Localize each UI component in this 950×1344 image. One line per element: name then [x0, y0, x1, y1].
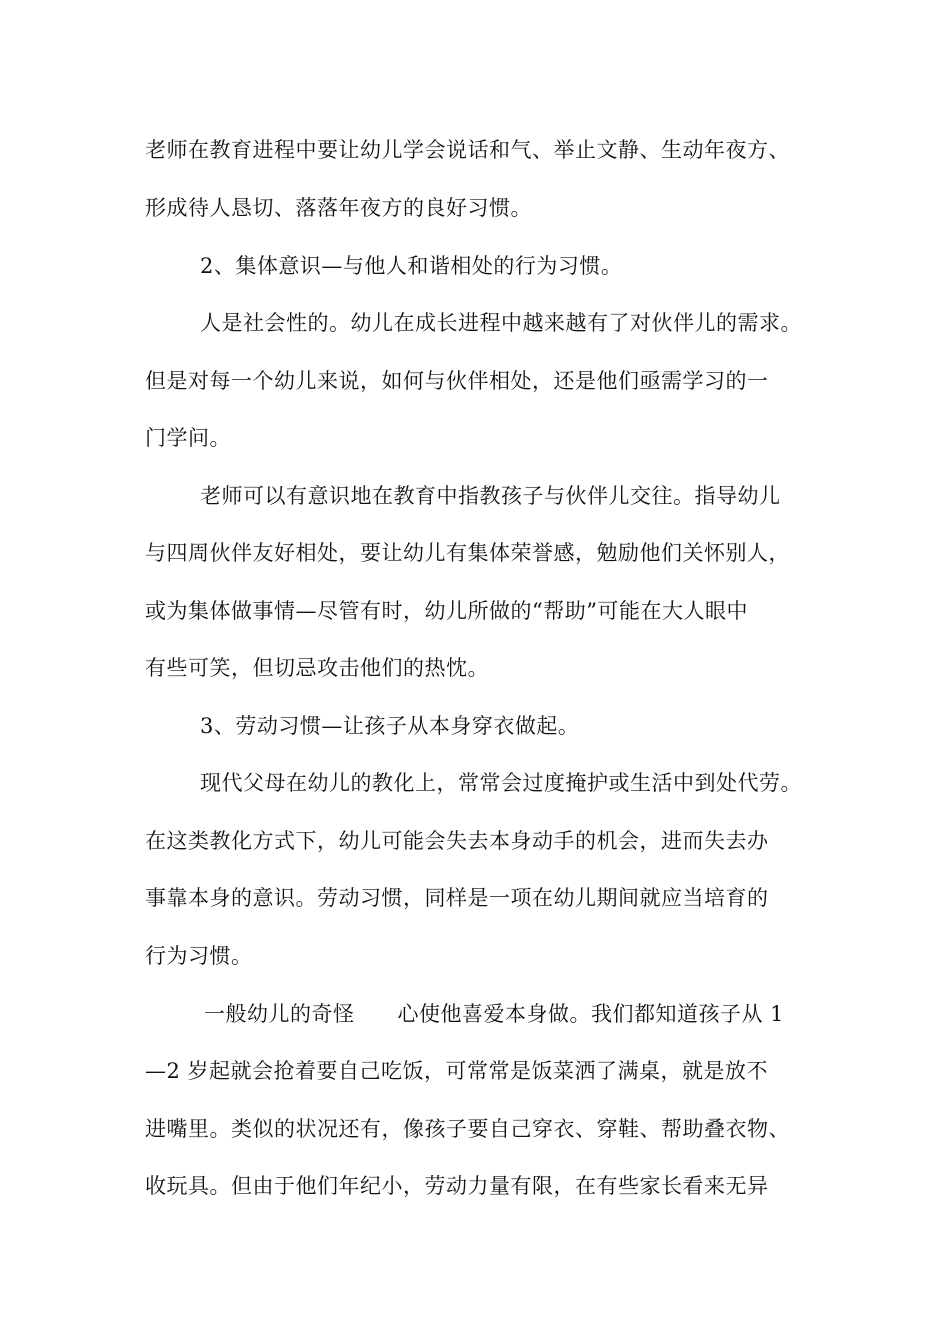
text-line-4: 人是社会性的。幼儿在成长进程中越来越有了对伙伴儿的需求。 [200, 311, 802, 335]
text-line-14: 事靠本身的意识。劳动习惯，同样是一项在幼儿期间就应当培育的 [145, 886, 769, 910]
text-line-5: 但是对每一个幼儿来说，如何与伙伴相处，还是他们亟需学习的一 [145, 369, 769, 393]
text-line-17: —2 岁起就会抢着要自己吃饭，可常常是饭菜洒了满桌，就是放不 [145, 1059, 769, 1083]
text-line-19: 收玩具。但由于他们年纪小，劳动力量有限，在有些家长看来无异 [145, 1174, 769, 1198]
text-line-16: 一般幼儿的奇怪 心使他喜爱本身做。我们都知道孩子从 1 [204, 1002, 785, 1026]
text-line-7: 老师可以有意识地在教育中指教孩子与伙伴儿交往。指导幼儿 [200, 484, 781, 508]
section-heading-3: 3、劳动习惯—让孩子从本身穿衣做起。 [200, 714, 580, 738]
text-line-15: 行为习惯。 [145, 944, 253, 968]
text-line-8: 与四周伙伴友好相处，要让幼儿有集体荣誉感，勉励他们关怀别人， [145, 541, 790, 565]
text-line-1: 老师在教育进程中要让幼儿学会说话和气、举止文静、生动年夜方、 [145, 138, 790, 162]
section-heading-2: 2、集体意识—与他人和谐相处的行为习惯。 [200, 254, 623, 278]
text-line-13: 在这类教化方式下，幼儿可能会失去本身动手的机会，进而失去办 [145, 829, 769, 853]
text-line-9: 或为集体做事情—尽管有时，幼儿所做的“帮助”可能在大人眼中 [145, 599, 748, 623]
text-line-6: 门学问。 [145, 426, 231, 450]
text-line-10: 有些可笑，但切忌攻击他们的热忱。 [145, 656, 489, 680]
text-line-18: 进嘴里。类似的状况还有，像孩子要自己穿衣、穿鞋、帮助叠衣物、 [145, 1117, 790, 1141]
text-line-12: 现代父母在幼儿的教化上，常常会过度掩护或生活中到处代劳。 [200, 771, 802, 795]
text-line-2: 形成待人恳切、落落年夜方的良好习惯。 [145, 196, 532, 220]
